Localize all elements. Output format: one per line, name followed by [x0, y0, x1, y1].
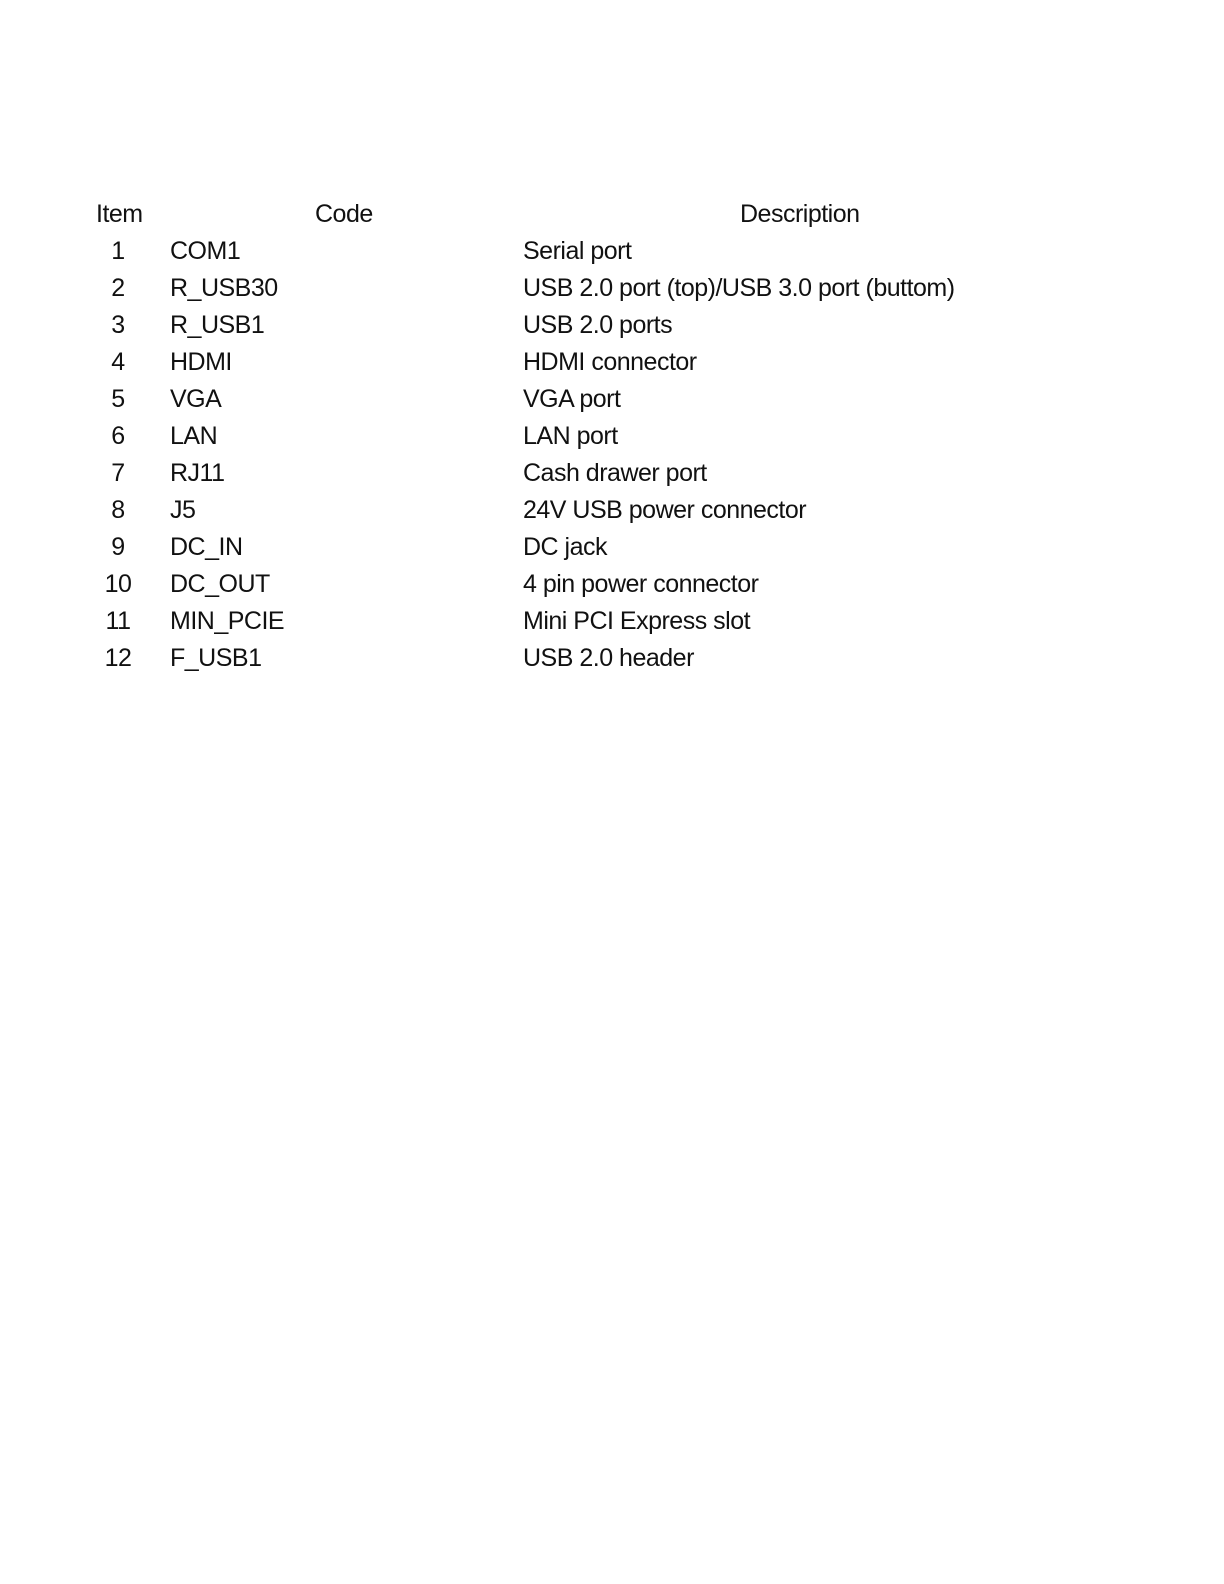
item-code: J5 [170, 496, 196, 524]
item-number: 11 [105, 607, 131, 635]
item-description: USB 2.0 port (top)/USB 3.0 port (buttom) [523, 274, 955, 302]
table-row [0, 233, 1224, 270]
item-description: LAN port [523, 422, 618, 450]
item-code: DC_OUT [170, 570, 270, 598]
table-row [0, 566, 1224, 603]
item-description: Mini PCI Express slot [523, 607, 751, 635]
item-description: Serial port [523, 237, 632, 265]
connector-table [0, 196, 1224, 677]
item-code: LAN [170, 422, 218, 450]
table-row [0, 418, 1224, 455]
item-description: 4 pin power connector [523, 570, 759, 598]
table-row [0, 344, 1224, 381]
header-description: Description [740, 200, 860, 228]
item-number: 12 [104, 644, 132, 672]
table-row [0, 381, 1224, 418]
table-row [0, 307, 1224, 344]
item-description: HDMI connector [523, 348, 697, 376]
table-row [0, 455, 1224, 492]
item-code: R_USB30 [170, 274, 278, 302]
item-code: DC_IN [170, 533, 243, 561]
item-number: 8 [111, 496, 125, 524]
item-number: 3 [111, 311, 125, 339]
table-row [0, 640, 1224, 677]
item-number: 9 [111, 533, 125, 561]
item-number: 1 [111, 237, 125, 265]
item-description: Cash drawer port [523, 459, 707, 487]
item-description: DC jack [523, 533, 608, 561]
item-code: F_USB1 [170, 644, 262, 672]
item-code: RJ11 [170, 459, 225, 487]
item-description: 24V USB power connector [523, 496, 807, 524]
item-description: USB 2.0 ports [523, 311, 673, 339]
item-number: 10 [104, 570, 132, 598]
item-code: MIN_PCIE [170, 607, 285, 635]
item-description: VGA port [523, 385, 621, 413]
table-row [0, 492, 1224, 529]
header-code: Code [315, 200, 373, 228]
item-code: VGA [170, 385, 222, 413]
table-row [0, 529, 1224, 566]
header-item: Item [96, 200, 143, 228]
item-number: 6 [111, 422, 125, 450]
item-code: R_USB1 [170, 311, 265, 339]
item-number: 7 [111, 459, 125, 487]
item-description: USB 2.0 header [523, 644, 694, 672]
item-number: 5 [111, 385, 125, 413]
table-row [0, 270, 1224, 307]
table-row [0, 603, 1224, 640]
item-code: HDMI [170, 348, 232, 376]
table-header-row [0, 196, 1224, 233]
item-code: COM1 [170, 237, 241, 265]
item-number: 4 [111, 348, 125, 376]
item-number: 2 [111, 274, 125, 302]
